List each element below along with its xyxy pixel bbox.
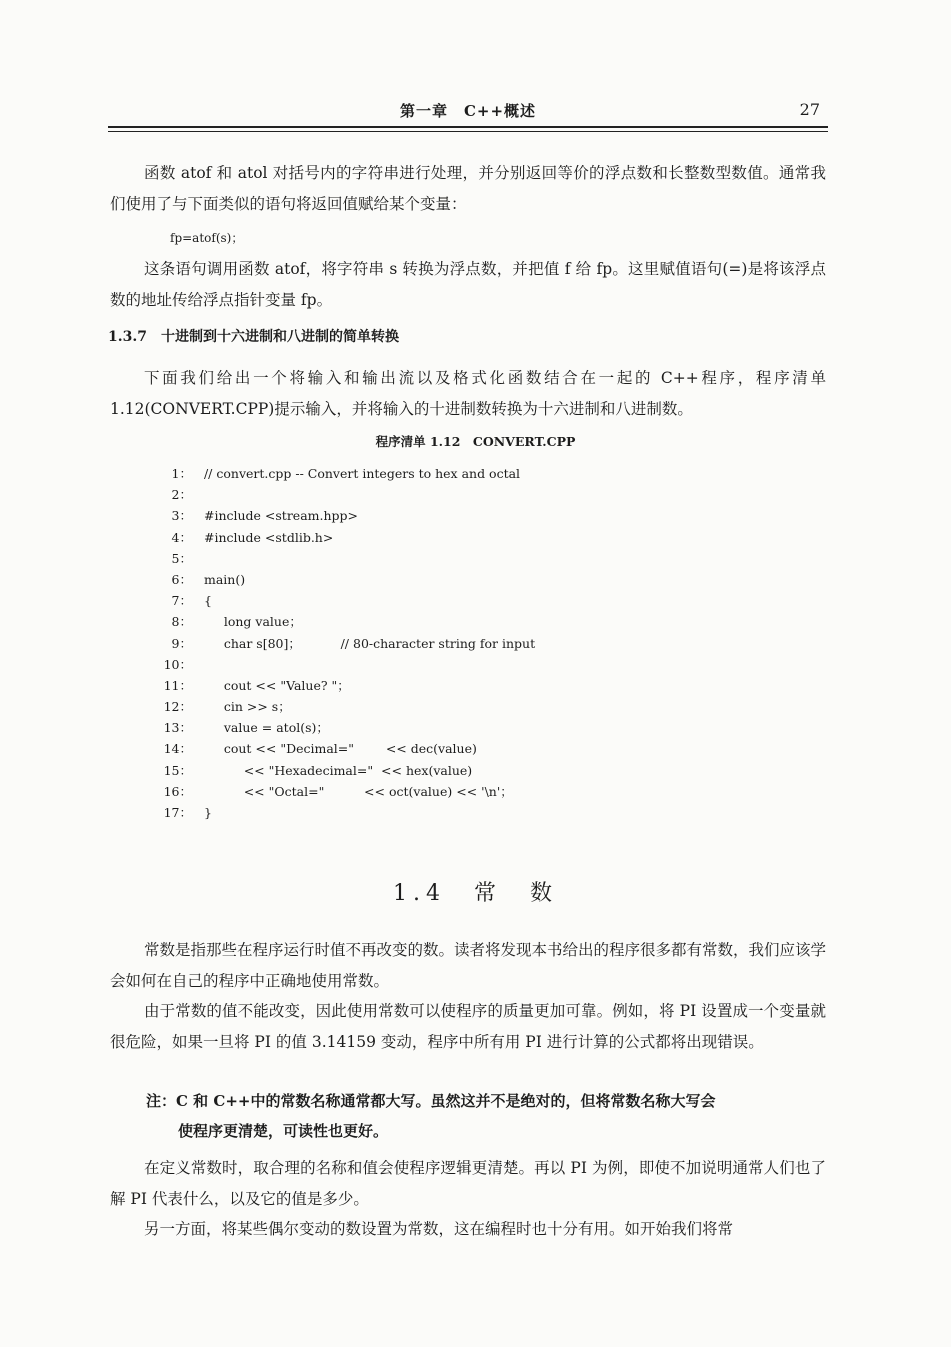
line-number: 1： — [171, 466, 192, 481]
line-number: 7： — [171, 593, 192, 609]
code-line — [150, 548, 710, 569]
section-heading-1-4: 1.4 常 数 — [393, 881, 558, 906]
paragraph-constants-intro: 常数是指那些在程序运行时值不再改变的数。读者将发现本书给出的程序很多都有常数，我们应该学会如何在自己的程序中正确地使用常数。 — [110, 941, 827, 990]
code-line — [150, 590, 710, 611]
line-number: 9： — [171, 635, 192, 651]
paragraph-constants-reliability: 由于常数的值不能改变，因此使用常数可以使程序的质量更加可靠。例如，将 PI 设置成一个变量就很危险，如果一旦将 PI 的值 3.14159 变动，程序中所有用 PI 进行计算的公式都将出现错误。 — [110, 1002, 826, 1051]
line-number: 8： — [171, 614, 192, 630]
line-number: 5： — [171, 550, 192, 566]
code-line — [150, 802, 710, 823]
code-line — [150, 505, 710, 526]
paragraph-atof-explain: 这条语句调用函数 atof，将字符串 s 转换为浮点数，并把值 f 给 fp。这里赋值语句(=)是将该浮点数的地址传给浮点指针变量 fp。 — [110, 260, 826, 309]
paragraph-atof-intro: 函数 atof 和 atol 对括号内的字符串进行处理，并分别返回等价的浮点数和长整数型数值。通常我们使用了与下面类似的语句将返回值赋给某个变量： — [110, 164, 826, 213]
header-rule-thick — [108, 126, 828, 128]
note-box — [146, 1086, 826, 1146]
code-text: << "Hexadecimal=" << hex(value) — [200, 762, 473, 778]
code-line — [150, 463, 710, 484]
note-line-2: 使程序更清楚，可读性也更好。 — [178, 1122, 389, 1140]
code-line — [150, 675, 710, 696]
code-line — [150, 654, 710, 675]
running-header — [108, 96, 828, 120]
section-heading-1-3-7: 1.3.7 十进制到十六进制和八进制的简单转换 — [108, 329, 399, 345]
code-text: cout << "Value? "； — [200, 677, 350, 693]
code-text: cout << "Decimal=" << dec(value) — [200, 741, 477, 757]
note-line-1: 注：C 和 C++中的常数名称通常都大写。虽然这并不是绝对的，但将常数名称大写会 — [146, 1092, 716, 1110]
line-number: 3： — [171, 508, 192, 524]
code-line — [150, 527, 710, 548]
paragraph-constants-editing: 另一方面，将某些偶尔变动的数设置为常数，这在编程时也十分有用。如开始我们将常 — [144, 1220, 734, 1238]
code-line — [150, 484, 710, 505]
line-number: 13： — [163, 720, 192, 736]
line-number: 12： — [163, 699, 192, 715]
line-number: 10： — [163, 656, 192, 672]
code-text: long value； — [200, 614, 302, 630]
code-line — [150, 781, 710, 802]
line-number: 14： — [163, 741, 192, 757]
code-text: char s[80]； // 80-character string for input — [200, 635, 536, 651]
code-text: << "Octal=" << oct(value) << '\n'； — [200, 783, 513, 799]
code-line — [150, 738, 710, 759]
line-number: 2： — [171, 487, 192, 503]
code-line — [150, 569, 710, 590]
line-number: 6： — [171, 571, 192, 587]
code-text: // convert.cpp -- Convert integers to hex and octal — [200, 466, 521, 481]
line-number: 17： — [163, 805, 192, 820]
code-line — [150, 611, 710, 632]
inline-code-example: fp=atof(s)； — [170, 231, 244, 245]
code-listing — [150, 463, 710, 823]
line-number: 16： — [163, 783, 192, 799]
code-text: cin >> s； — [200, 699, 291, 715]
code-text: main() — [200, 571, 246, 587]
line-number: 15： — [163, 762, 192, 778]
page-number: 27 — [799, 100, 820, 119]
code-line — [150, 696, 710, 717]
code-text: value = atol(s)； — [200, 720, 329, 736]
code-text: #include <stream.hpp> — [200, 508, 359, 524]
header-rule-thin — [108, 131, 828, 132]
code-line — [150, 717, 710, 738]
paragraph-constants-naming: 在定义常数时，取合理的名称和值会使程序逻辑更清楚。再以 PI 为例，即使不加说明通常人们也了解 PI 代表什么，以及它的值是多少。 — [110, 1159, 826, 1208]
code-line — [150, 760, 710, 781]
line-number: 11： — [163, 677, 192, 693]
code-text: { — [200, 593, 212, 609]
listing-title: 程序清单 1.12 CONVERT.CPP — [375, 434, 576, 449]
line-number: 4： — [171, 529, 192, 545]
code-text: #include <stdlib.h> — [200, 529, 334, 545]
chapter-title: 第一章 C++概述 — [399, 102, 537, 120]
code-text: } — [200, 805, 212, 820]
paragraph-convert-intro: 下面我们给出一个将输入和输出流以及格式化函数结合在一起的 C++程序，程序清单 1.12(CONVERT.CPP)提示输入，并将输入的十进制数转换为十六进制和八进制数。 — [110, 369, 826, 418]
code-line — [150, 633, 710, 654]
